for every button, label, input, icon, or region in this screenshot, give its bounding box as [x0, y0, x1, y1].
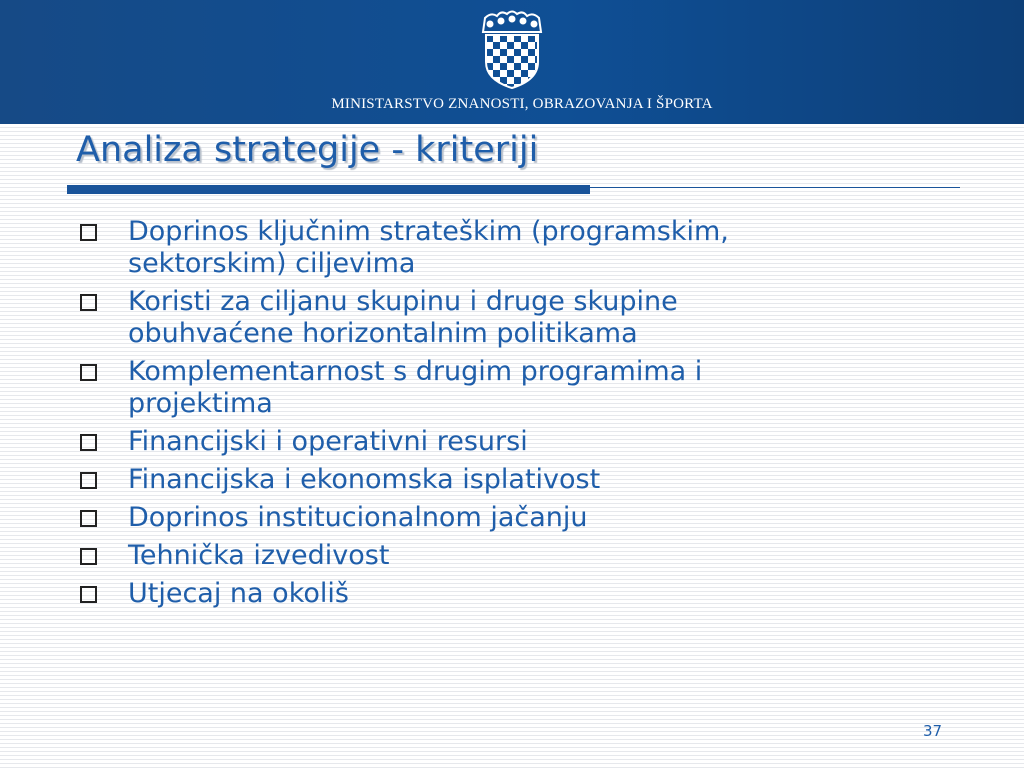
croatian-coat-of-arms-icon [479, 8, 545, 90]
title-underline-thin [590, 187, 960, 188]
list-item-text: Komplementarnost s drugim programima i [128, 356, 703, 387]
list-item [78, 286, 938, 350]
list-item [78, 502, 938, 534]
list-item [78, 578, 938, 610]
criteria-list [78, 216, 938, 616]
hollow-square-icon [80, 548, 97, 565]
list-item-text-continued: obuhvaćene horizontalnim politikama [128, 318, 638, 349]
hollow-square-icon [80, 472, 97, 489]
slide-title: Analiza strategije - kriteriji [76, 130, 539, 170]
hollow-square-icon [80, 510, 97, 527]
list-item-text: Doprinos institucionalnom jačanju [128, 502, 588, 533]
title-underline-thick [67, 185, 590, 194]
list-item-text: Koristi za ciljanu skupinu i druge skupine [128, 286, 678, 317]
list-item-text-continued: projektima [128, 388, 273, 419]
list-item [78, 426, 938, 458]
hollow-square-icon [80, 224, 97, 241]
list-item [78, 464, 938, 496]
ministry-name: MINISTARSTVO ZNANOSTI, OBRAZOVANJA I ŠPORTA [331, 96, 713, 112]
list-item [78, 540, 938, 572]
hollow-square-icon [80, 434, 97, 451]
hollow-square-icon [80, 364, 97, 381]
list-item [78, 216, 938, 280]
hollow-square-icon [80, 586, 97, 603]
list-item-text: Tehnička izvedivost [128, 540, 390, 571]
page-number: 37 [923, 722, 943, 740]
list-item [78, 356, 938, 420]
list-item-text: Doprinos ključnim strateškim (programskim, [128, 216, 729, 247]
list-item-text: Financijska i ekonomska isplativost [128, 464, 601, 495]
list-item-text: Financijski i operativni resursi [128, 426, 528, 457]
list-item-text: Utjecaj na okoliš [128, 578, 349, 609]
hollow-square-icon [80, 294, 97, 311]
list-item-text-continued: sektorskim) ciljevima [128, 248, 416, 279]
ministry-header [0, 0, 1024, 124]
